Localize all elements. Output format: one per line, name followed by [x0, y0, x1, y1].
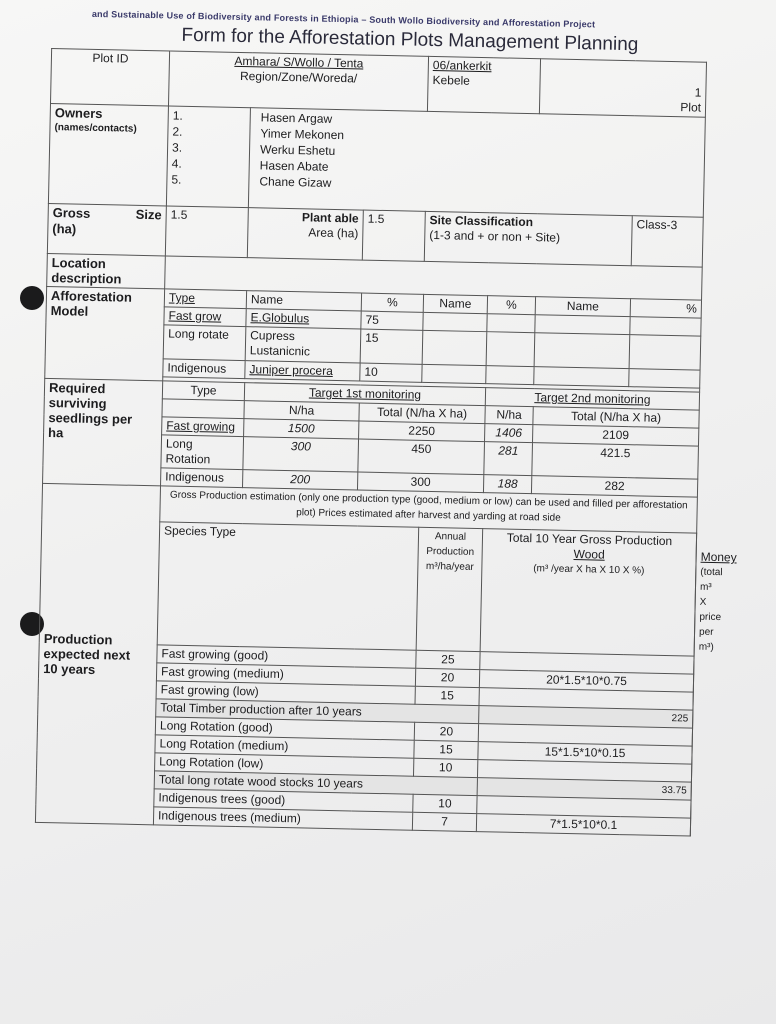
- production-species: Long Rotation (good): [155, 717, 414, 740]
- production-label: expected next: [43, 645, 131, 663]
- model-label: Afforestation: [50, 288, 133, 305]
- species-type-header: Species Type: [157, 522, 419, 650]
- model-species: Juniper procera: [245, 361, 360, 381]
- production-total-wood: 225: [479, 706, 693, 728]
- production-wood: 20*1.5*10*0.75: [479, 670, 693, 692]
- seedling-n1: 1500: [244, 419, 359, 439]
- location-label: Location: [51, 255, 106, 272]
- site-class-cell: [424, 211, 632, 265]
- seedling-t2: 421.5: [532, 443, 699, 479]
- site-class-label: Site Classification: [429, 212, 534, 230]
- production-annual: 20: [414, 722, 478, 741]
- total-header: Total (N/ha X ha): [359, 403, 485, 424]
- model-name-header-2: Name: [423, 294, 487, 313]
- empty-cell: [422, 330, 487, 365]
- plantable-value: 1.5: [362, 210, 425, 261]
- seedling-t1: 300: [357, 472, 483, 493]
- empty-cell: [629, 335, 701, 370]
- owner-name: Hasen Argaw: [260, 110, 333, 126]
- total10-header: [480, 529, 697, 656]
- location-label-cell: [47, 253, 166, 288]
- production-annual: 7: [412, 812, 476, 831]
- annual-production-header: Annual Production m³/ha/year: [416, 527, 483, 651]
- kebele-value: 06/ankerkit: [432, 57, 492, 74]
- production-total-wood: 33.75: [477, 778, 691, 800]
- empty-cell: [629, 369, 700, 388]
- ha-label: (ha): [52, 221, 77, 237]
- wood-label: Wood: [573, 547, 605, 562]
- size-label-cell: [47, 203, 166, 255]
- seedlings-label: seedlings per: [48, 410, 133, 427]
- empty-cell: [630, 317, 701, 336]
- size-label: Size: [135, 206, 162, 223]
- model-sublabel: Model: [50, 303, 89, 319]
- seedling-t2: 282: [531, 476, 697, 497]
- nha-header: N/ha: [244, 401, 359, 421]
- production-annual: 15: [414, 740, 478, 759]
- seedlings-label-cell: [43, 378, 163, 485]
- target1-header: Target 1st monitoring: [244, 383, 485, 406]
- model-pct-header-2: %: [487, 296, 535, 315]
- plot-cell: [539, 59, 706, 117]
- seedling-type: Long Rotation: [161, 435, 244, 470]
- plantable-sublabel: Area (ha): [308, 225, 359, 241]
- model-species: Cupress Lustanicnic: [245, 327, 361, 363]
- project-header: and Sustainable Use of Biodiversity and Forests in Ethiopia – South Wollo Biodiversity and Afforestation Project: [91, 8, 596, 30]
- production-species: Fast growing (good): [157, 645, 416, 668]
- empty-cell: [534, 367, 629, 387]
- production-annual: 15: [415, 686, 479, 705]
- seedling-n2: 1406: [485, 424, 533, 443]
- empty-cell: [486, 332, 535, 367]
- model-pct: 75: [361, 311, 423, 330]
- model-type: Indigenous: [163, 359, 245, 379]
- empty-cell: [535, 315, 630, 335]
- model-type: Long rotate: [163, 325, 246, 361]
- gross-size-value: 1.5: [165, 206, 248, 258]
- production-species: Indigenous trees (medium): [153, 807, 412, 830]
- seedling-t1: 450: [358, 439, 485, 475]
- model-type: Fast grow: [164, 307, 246, 327]
- production-label-cell: [35, 483, 160, 824]
- owner-number: 3.: [171, 140, 183, 155]
- management-form-table: [35, 48, 737, 837]
- gross-label: Gross: [52, 205, 91, 221]
- seedling-type: Fast growing: [162, 417, 244, 437]
- owner-names: [248, 108, 705, 218]
- plantable-label-cell: [247, 208, 363, 260]
- seedlings-label: Required: [48, 380, 106, 397]
- model-species: E.Globulus: [246, 309, 361, 329]
- production-species: Indigenous trees (good): [154, 789, 413, 812]
- owners-label-cell: [48, 103, 168, 205]
- production-label: 10 years: [43, 660, 96, 677]
- site-class-sublabel: (1-3 and + or non + Site): [429, 227, 561, 245]
- site-class-value: Class-3: [631, 216, 703, 267]
- seedling-n1: 300: [243, 437, 359, 472]
- model-pct-header: %: [361, 293, 423, 312]
- model-name-header: Name: [246, 291, 361, 311]
- seedling-n2: 281: [484, 442, 533, 476]
- model-type-header: Type: [164, 289, 246, 309]
- production-species: Long Rotation (low): [155, 753, 414, 776]
- production-species: Fast growing (medium): [156, 663, 415, 686]
- kebele-label: Kebele: [432, 72, 471, 88]
- owners-row: [48, 103, 705, 217]
- model-pct: 15: [360, 329, 423, 364]
- total10-label: Total 10 Year Gross Production: [506, 530, 673, 549]
- owner-number: 4.: [171, 156, 182, 171]
- seedlings-label: ha: [47, 425, 64, 441]
- production-total-label: Total long rotate wood stocks 10 years: [154, 771, 477, 796]
- money-formula: (total m³ X price per m³): [698, 566, 723, 653]
- wood-formula: (m³ /year X ha X 10 X %): [533, 563, 645, 577]
- plot-label: Plot: [680, 100, 702, 115]
- owner-name: Chane Gizaw: [259, 174, 332, 190]
- region-label: Region/Zone/Woreda/: [239, 68, 358, 86]
- plantable-label: Plant able: [301, 210, 359, 226]
- owner-number: 5.: [171, 172, 182, 187]
- region-value: Amhara/ S/Wollo / Tenta: [234, 53, 364, 71]
- model-label-cell: [45, 286, 165, 380]
- production-label: Production: [43, 630, 113, 647]
- seedling-t2: 2109: [533, 425, 699, 446]
- seedling-t1: 2250: [359, 421, 485, 442]
- empty-cell: [162, 399, 244, 419]
- model-pct-header-3: %: [630, 299, 701, 318]
- seedling-n1: 200: [242, 470, 357, 490]
- seedlings-label: surviving: [48, 395, 107, 412]
- production-total-label: Total Timber production after 10 years: [156, 699, 479, 724]
- owner-number: 2.: [172, 124, 183, 139]
- seedlings-type-header: Type: [162, 381, 244, 401]
- production-annual: 10: [413, 758, 477, 777]
- form-title: Form for the Afforestation Plots Management Planning: [181, 24, 639, 56]
- empty-cell: [487, 314, 535, 333]
- model-name-header-3: Name: [535, 297, 630, 317]
- empty-cell: [423, 312, 487, 331]
- kebele-cell: [427, 56, 540, 113]
- production-species: Fast growing (low): [156, 681, 415, 704]
- location-sublabel: description: [51, 270, 122, 287]
- form-sheet: [34, 8, 737, 882]
- production-annual: 10: [413, 794, 477, 813]
- production-annual: 25: [416, 650, 480, 669]
- gross-production-note: Gross Production estimation (only one production type (good, medium or low) can be used and filled per afforestation plot) Prices estimated after harvest and yarding at road side: [160, 486, 698, 533]
- region-cell: [168, 51, 428, 111]
- owner-numbers: [166, 106, 250, 208]
- punch-hole: [20, 286, 44, 310]
- owner-name: Hasen Abate: [259, 158, 329, 174]
- empty-cell: [534, 333, 630, 369]
- production-wood: 7*1.5*10*0.1: [476, 814, 690, 836]
- target2-header: Target 2nd monitoring: [485, 388, 699, 410]
- seedling-n2: 188: [483, 475, 531, 494]
- seedling-type: Indigenous: [161, 468, 243, 488]
- owner-name: Werku Eshetu: [259, 142, 336, 158]
- owner-name: Yimer Mekonen: [260, 126, 345, 143]
- empty-cell: [486, 366, 534, 385]
- nha-header-2: N/ha: [485, 406, 533, 425]
- owners-label: Owners: [54, 105, 103, 122]
- owners-sublabel: (names/contacts): [54, 122, 137, 135]
- production-species: Long Rotation (medium): [155, 735, 414, 758]
- production-wood: 15*1.5*10*0.15: [478, 742, 692, 764]
- owner-number: 1.: [172, 108, 183, 123]
- plot-id-label: Plot ID: [50, 49, 169, 106]
- empty-cell: [422, 364, 486, 383]
- plot-value: 1: [694, 85, 702, 100]
- total-header-2: Total (N/ha X ha): [533, 407, 699, 428]
- production-annual: 20: [415, 668, 479, 687]
- model-pct: 10: [360, 363, 422, 382]
